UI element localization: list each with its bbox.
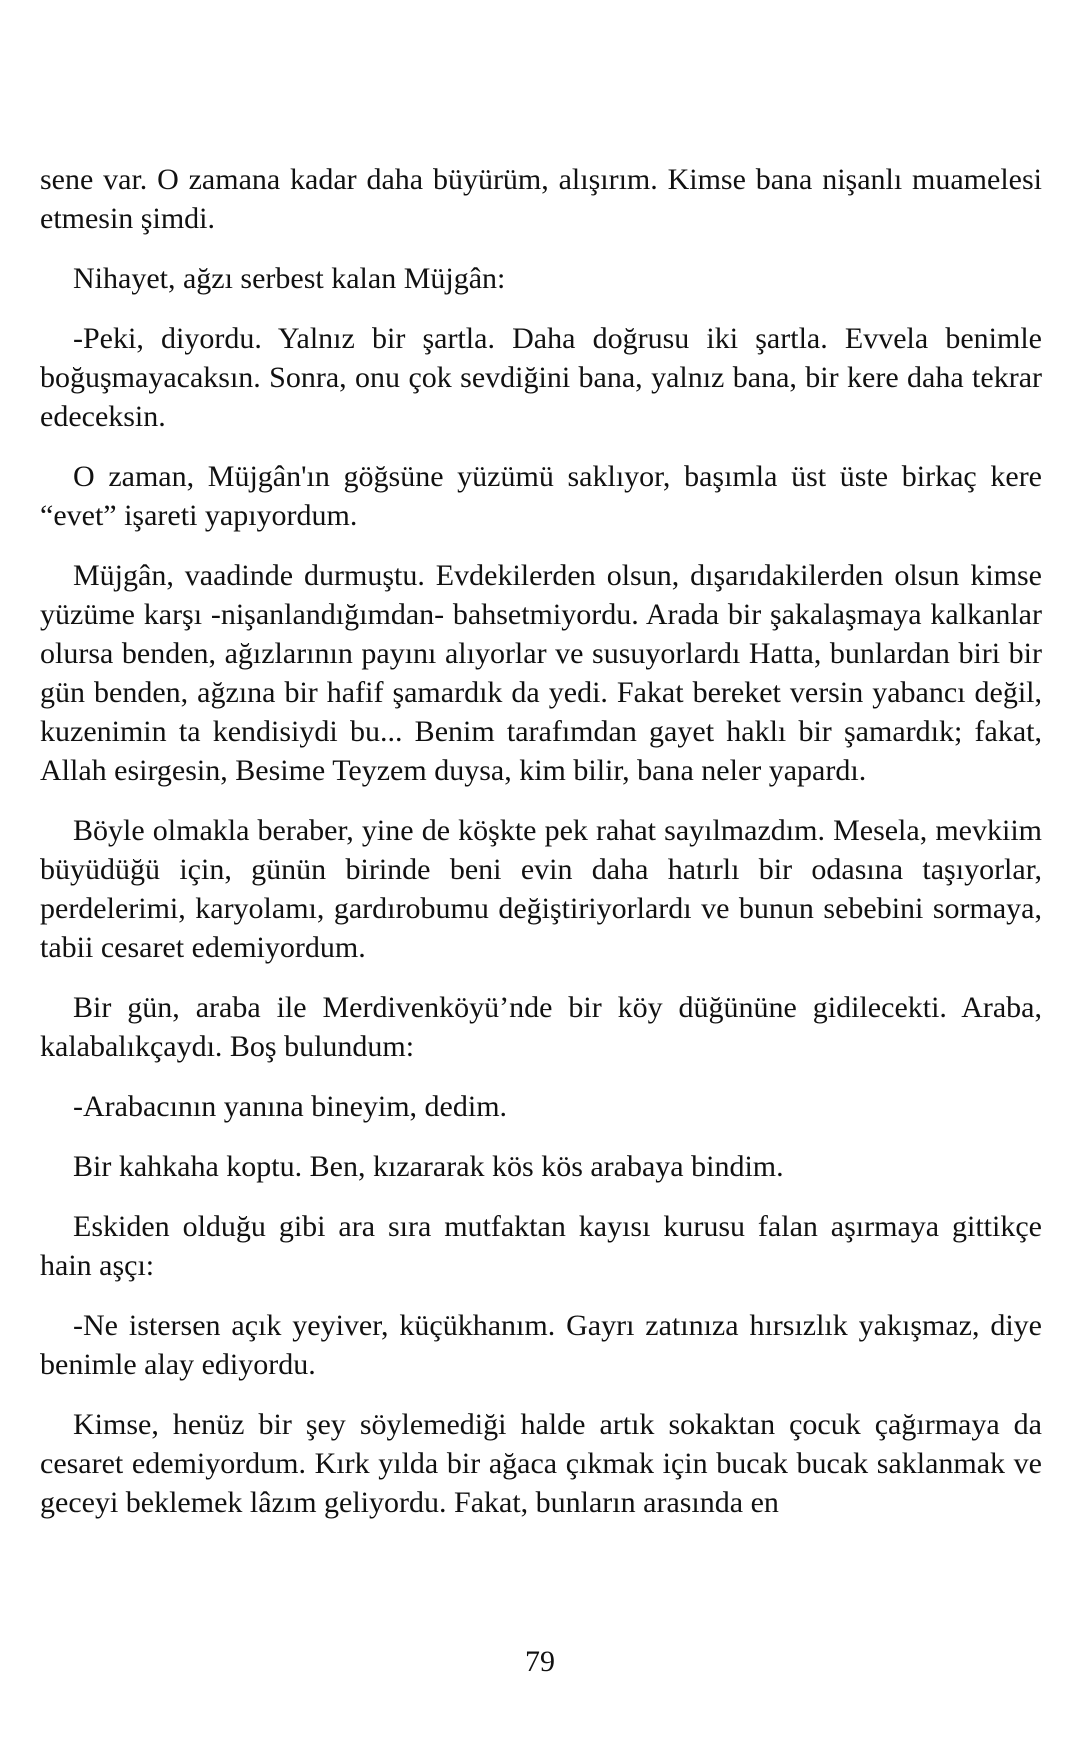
- paragraph-8: -Arabacının yanına bineyim, dedim.: [73, 1090, 508, 1123]
- paragraph-9: Bir kahkaha koptu. Ben, kızararak kös kös arabaya bindim.: [73, 1150, 784, 1183]
- page-number: 79: [525, 1645, 555, 1678]
- paragraph-7: Bir gün, araba ile Merdivenköyü’nde bir köy düğününe gidilecekti. Araba, kalabalıkçaydı. Boş bulundum:: [40, 991, 1042, 1063]
- paragraph-12: Kimse, henüz bir şey söylemediği halde artık sokaktan çocuk çağırmaya da cesaret edemiyordum. Kırk yılda bir ağaca çıkmak için bucak bucak saklanmak ve geceyi beklemek lâzım geliyordu. Fakat, bunların arasında en: [40, 1408, 1042, 1519]
- page-body-text: [40, 160, 1042, 1543]
- paragraph-3: -Peki, diyordu. Yalnız bir şartla. Daha doğrusu iki şartla. Evvela benimle boğuşmayacaksın. Sonra, onu çok sevdiğini bana, yalnız bana, bir kere daha tekrar edeceksin.: [40, 322, 1042, 433]
- paragraph-1: sene var. O zamana kadar daha büyürüm, alışırım. Kimse bana nişanlı muamelesi etmesin şimdi.: [40, 163, 1042, 235]
- paragraph-6: Böyle olmakla beraber, yine de köşkte pek rahat sayılmazdım. Mesela, mevkiim büyüdüğü için, günün birinde beni evin daha hatırlı bir odasına taşıyorlar, perdelerimi, karyolamı, gardırobumu değiştiriyorlardı ve bunun sebebini sormaya, tabii cesaret edemiyordum.: [40, 814, 1042, 964]
- paragraph-11: -Ne istersen açık yeyiver, küçükhanım. Gayrı zatınıza hırsızlık yakışmaz, diye benimle alay ediyordu.: [40, 1309, 1042, 1381]
- paragraph-5: Müjgân, vaadinde durmuştu. Evdekilerden olsun, dışarıdakilerden olsun kimse yüzüme karşı -nişanlandığımdan- bahsetmiyordu. Arada bir şakalaşmaya kalkanlar olursa benden, ağızlarının payını alıyorlar ve susuyorlardı Hatta, bunlardan biri bir gün benden, ağzına bir hafif şamardık da yedi. Fakat bereket versin yabancı değil, kuzenimin ta kendisiydi bu... Benim tarafımdan gayet haklı bir şamardık; fakat, Allah esirgesin, Besime Teyzem duysa, kim bilir, bana neler yapardı.: [40, 559, 1042, 787]
- paragraph-4: O zaman, Müjgân'ın göğsüne yüzümü saklıyor, başımla üst üste birkaç kere “evet” işareti yapıyordum.: [40, 460, 1042, 532]
- paragraph-2: Nihayet, ağzı serbest kalan Müjgân:: [73, 262, 506, 295]
- paragraph-10: Eskiden olduğu gibi ara sıra mutfaktan kayısı kurusu falan aşırmaya gittikçe hain aşçı:: [40, 1210, 1042, 1282]
